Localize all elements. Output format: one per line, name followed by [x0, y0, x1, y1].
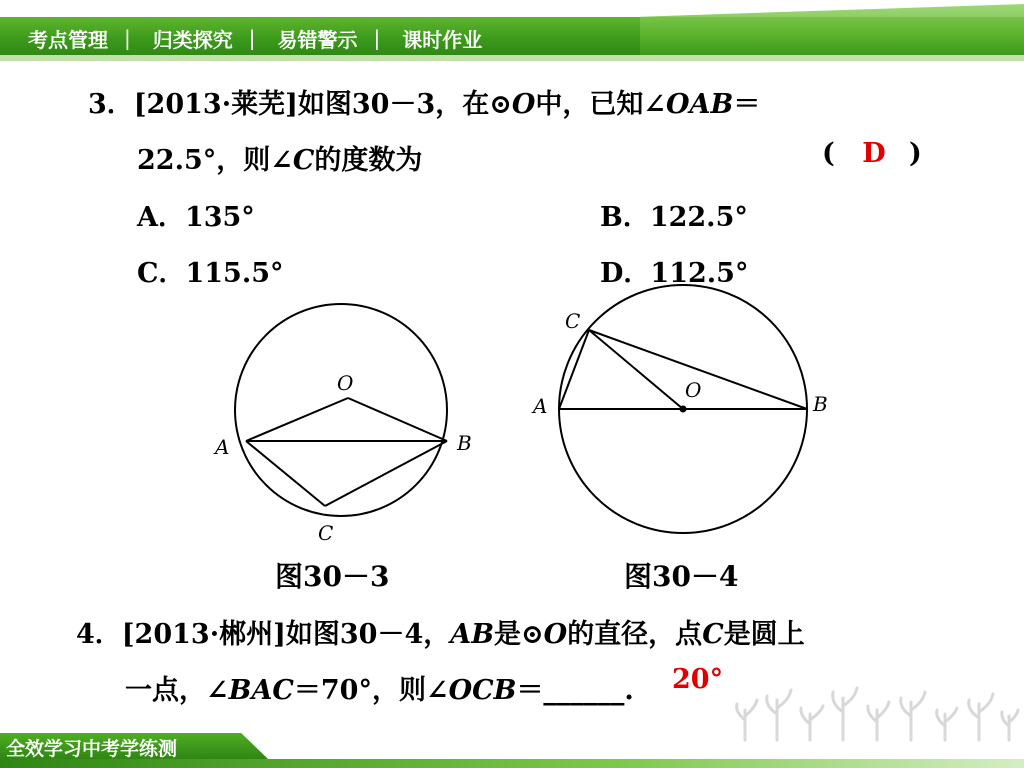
q4-text: 一点，∠ — [125, 675, 229, 706]
paren-close: ) — [909, 138, 922, 169]
label-o: O — [337, 371, 354, 395]
top-nav-bar — [0, 0, 1024, 62]
q4-var-ab: AB — [450, 619, 495, 650]
q4-var-o: O — [543, 619, 568, 650]
nav-menu — [28, 22, 482, 54]
nav-item-kaodian[interactable]: 考点管理 — [28, 27, 108, 52]
q3-var-o: O — [511, 89, 536, 120]
nav-separator: | — [248, 26, 256, 50]
segment-ac — [246, 441, 325, 506]
nav-item-guilei[interactable]: 归类探究 — [152, 27, 233, 52]
q3-text: 中，已知∠ — [535, 89, 667, 120]
q3-var-oab: OAB — [666, 89, 734, 120]
segment-ac — [559, 330, 589, 409]
q3-line2 — [137, 138, 422, 177]
caption-30-3: 图30－3 — [275, 560, 390, 593]
q3-answer-bracket — [822, 138, 922, 169]
q4-answer: 20° — [672, 664, 724, 695]
label-c: C — [565, 309, 581, 333]
q3-var-c: C — [292, 145, 315, 176]
center-dot — [680, 406, 687, 413]
figure-30-3 — [205, 280, 475, 552]
segment-ao — [246, 398, 348, 441]
label-b: B — [457, 431, 472, 455]
nav-item-yicuo[interactable]: 易错警示 — [277, 27, 358, 52]
q4-text: 是⊙ — [494, 619, 544, 650]
q3-option-c: C．115.5° — [137, 258, 284, 289]
q4-line2 — [125, 668, 634, 707]
q3-text: 的度数为 — [314, 145, 423, 176]
nav-band-shadow — [0, 55, 1024, 61]
q4-text: 4．[2013·郴州]如图30－4， — [76, 619, 451, 650]
q3-line1 — [88, 82, 760, 121]
footer-bar — [0, 733, 1024, 768]
q3-text: 22.5°，则∠ — [137, 145, 293, 176]
nav-band-highlight — [640, 4, 1024, 57]
label-a: A — [533, 394, 548, 418]
footer-title: 全效学习中考学练测 — [6, 738, 178, 760]
q4-var-bac: BAC — [228, 675, 294, 706]
q3-text: ＝ — [733, 89, 761, 120]
q4-text: ＝70°，则∠ — [293, 675, 449, 706]
caption-30-4: 图30－4 — [624, 560, 739, 593]
label-b: B — [813, 392, 828, 416]
q3-option-a: A．135° — [137, 202, 255, 233]
label-c: C — [318, 521, 334, 545]
paren-open: ( — [822, 138, 835, 169]
nav-item-keshi[interactable]: 课时作业 — [402, 27, 483, 52]
label-a: A — [215, 435, 230, 459]
q4-line1 — [76, 612, 805, 651]
q4-var-ocb: OCB — [448, 675, 517, 706]
segment-cb — [325, 441, 447, 506]
segment-ob — [348, 398, 447, 441]
q4-text: 是圆上 — [723, 619, 805, 650]
q3-answer: D — [862, 138, 886, 169]
q3-option-d: D．112.5° — [600, 258, 749, 289]
q4-var-c: C — [702, 619, 724, 650]
q4-text: ＝______. — [516, 675, 634, 706]
nav-separator: | — [124, 26, 131, 50]
label-o: O — [685, 378, 702, 402]
q3-option-b: B．122.5° — [600, 202, 748, 233]
figure-30-4 — [525, 280, 845, 570]
nav-separator: | — [373, 26, 381, 50]
q3-text: 3．[2013·莱芜]如图30－3，在⊙ — [88, 89, 512, 120]
q4-text: 的直径，点 — [567, 619, 703, 650]
circle-o — [235, 304, 447, 516]
segment-co — [589, 330, 683, 409]
